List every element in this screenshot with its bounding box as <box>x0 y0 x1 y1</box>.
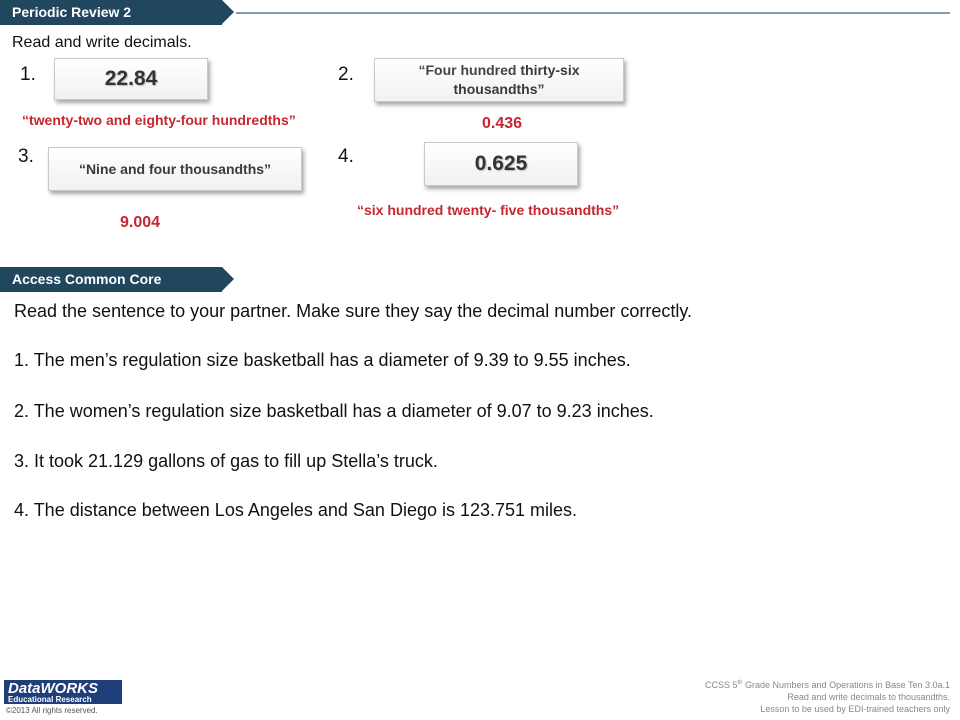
banner-divider-line <box>236 12 950 14</box>
logo-subtitle: Educational Research <box>8 695 92 704</box>
section-banner-access-common-core: Access Common Core <box>0 267 222 292</box>
problem-2-bold: “Four hundred <box>418 62 517 78</box>
footer-ccss-sup: th <box>737 680 743 686</box>
footer-usage-line: Lesson to be used by EDI-trained teachers only <box>760 704 950 714</box>
problem-4-answer: “six hundred twenty- five thousandths” <box>357 202 620 218</box>
logo-box <box>4 680 122 704</box>
logo-title: DataWORKS <box>8 680 99 697</box>
section-banner-periodic-review: Periodic Review 2 <box>0 0 222 25</box>
problem-2-text <box>383 61 615 99</box>
subtitle: Read and write decimals. <box>12 34 192 51</box>
dataworks-logo <box>4 680 122 704</box>
problem-1-number: 1. <box>20 64 36 85</box>
sentence-1: 1. The men’s regulation size basketball has a diameter of 9.39 to 9.55 inches. <box>14 350 631 370</box>
sentence-4: 4. The distance between Los Angeles and San Diego is 123.751 miles. <box>14 500 578 520</box>
problem-4-box <box>424 142 578 186</box>
footer-objective-line: Read and write decimals to thousandths. <box>787 692 950 702</box>
footer-standard-info <box>530 677 950 715</box>
footer-ccss-prefix: CCSS 5 <box>705 680 738 690</box>
problem-4-value: 0.625 <box>474 152 528 175</box>
footer-ccss-line <box>530 677 950 691</box>
problem-3-value: “Nine and four thousandths” <box>78 160 272 177</box>
sentence-2: 2. The women’s regulation size basketball has a diameter of 9.07 to 9.23 inches. <box>14 401 654 421</box>
instruction-text: Read the sentence to your partner. Make sure they say the decimal number correctly. <box>14 301 693 321</box>
problem-1-box <box>54 58 208 100</box>
problem-2-number: 2. <box>338 64 354 85</box>
problem-1-value: 22.84 <box>104 67 158 90</box>
problem-3-box <box>48 147 302 191</box>
problem-3-number: 3. <box>18 146 34 167</box>
problem-2-box <box>374 58 624 102</box>
footer-ccss-rest: Grade Numbers and Operations in Base Ten 3.0a.1 <box>742 680 950 690</box>
sentence-3: 3. It took 21.129 gallons of gas to fill up Stella’s truck. <box>14 451 438 471</box>
problem-4-number: 4. <box>338 146 354 167</box>
problem-2-answer: 0.436 <box>482 115 523 132</box>
problem-3-answer: 9.004 <box>120 214 161 231</box>
copyright-text: ©2013 All rights reserved. <box>6 706 98 715</box>
problem-2-rest: thirty-six thousandths” <box>453 62 580 97</box>
problem-1-answer: “twenty-two and eighty-four hundredths” <box>22 112 296 128</box>
